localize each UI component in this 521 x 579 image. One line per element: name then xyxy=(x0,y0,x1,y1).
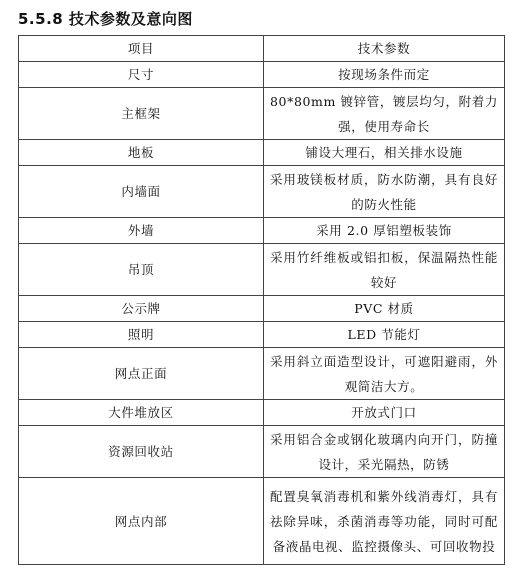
row-param: 开放式门口 xyxy=(264,400,505,426)
row-param: PVC 材质 xyxy=(264,296,505,322)
row-param: 采用 2.0 厚铝塑板装饰 xyxy=(264,218,505,244)
row-param: 采用斜立面造型设计，可遮阳避雨，外观简洁大方。 xyxy=(264,348,505,400)
row-param: 80*80mm 镀锌管，镀层均匀，附着力强，使用寿命长 xyxy=(264,88,505,140)
table-row xyxy=(19,348,505,400)
row-item: 吊顶 xyxy=(19,244,264,296)
row-item: 公示牌 xyxy=(19,296,264,322)
table-row xyxy=(19,478,505,565)
row-param: 按现场条件而定 xyxy=(264,62,505,88)
row-item: 资源回收站 xyxy=(19,426,264,478)
row-item: 照明 xyxy=(19,322,264,348)
header-item: 项目 xyxy=(19,36,264,62)
section-title: 5.5.8 技术参数及意向图 xyxy=(18,10,193,28)
row-item: 地板 xyxy=(19,140,264,166)
row-item: 网点内部 xyxy=(19,478,264,565)
row-param: LED 节能灯 xyxy=(264,322,505,348)
spec-table xyxy=(18,35,505,565)
row-item: 主框架 xyxy=(19,88,264,140)
row-param: 采用铝合金或钢化玻璃内向开门，防撞设计，采光隔热，防锈 xyxy=(264,426,505,478)
table-row xyxy=(19,322,505,348)
table-row xyxy=(19,88,505,140)
row-item: 外墙 xyxy=(19,218,264,244)
table-row xyxy=(19,166,505,218)
row-param: 采用玻镁板材质，防水防潮，具有良好的防火性能 xyxy=(264,166,505,218)
row-item: 网点正面 xyxy=(19,348,264,400)
row-param: 铺设大理石，相关排水设施 xyxy=(264,140,505,166)
table-row xyxy=(19,426,505,478)
table-row xyxy=(19,244,505,296)
table-header-row xyxy=(19,36,505,62)
row-item: 尺寸 xyxy=(19,62,264,88)
table-row xyxy=(19,296,505,322)
header-param: 技术参数 xyxy=(264,36,505,62)
table-row xyxy=(19,218,505,244)
row-param: 采用竹纤维板或铝扣板，保温隔热性能较好 xyxy=(264,244,505,296)
table-row xyxy=(19,140,505,166)
table-row xyxy=(19,400,505,426)
table-row xyxy=(19,62,505,88)
row-item: 大件堆放区 xyxy=(19,400,264,426)
row-item: 内墙面 xyxy=(19,166,264,218)
row-param: 配置臭氧消毒机和紫外线消毒灯，具有祛除异味，杀菌消毒等功能，同时可配备液晶电视、监控摄像头、可回收物投 xyxy=(264,478,505,565)
